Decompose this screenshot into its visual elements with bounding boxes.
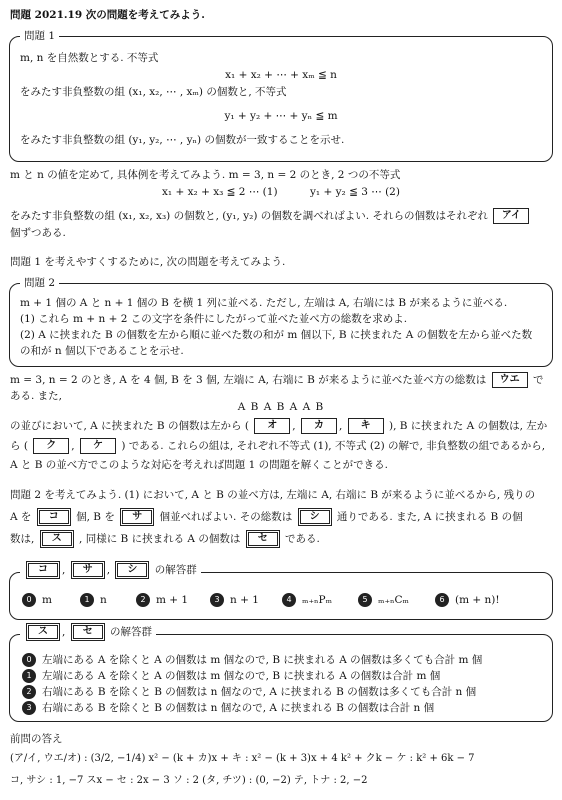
para3-line1 — [10, 372, 543, 388]
answer-group1 — [9, 564, 553, 620]
option-text: (m + n)! — [455, 594, 500, 606]
group1-option-5[interactable] — [358, 593, 409, 608]
group1-option-2[interactable] — [136, 593, 188, 608]
para3-line2: ある. また, — [10, 390, 63, 402]
option-number: 1 — [22, 669, 36, 683]
para1-eq-a: x₁ + x₂ + x₃ ≦ 2 ⋯ (1) — [162, 186, 278, 198]
para4-line3-b: , 同様に B に挟まれる A の個数は — [79, 533, 241, 545]
para3-line3-text: の並びにおいて, A に挟まれた B の個数は左から ( — [10, 420, 249, 432]
option-text: 左端にある A を除くと A の個数は m 個なので, B に挟まれる A の個数は多くても合計 m 個 — [42, 654, 483, 666]
problem1-line3: をみたす非負整数の組 (y₁, y₂, ⋯ , yₙ) の個数が一致することを示せ. — [20, 134, 345, 146]
problem2-box — [9, 277, 553, 367]
para3-line3: の並びにおいて, A に挟まれた B の個数は左から ( オ , カ , キ ), B に挟まれた A の個数は, 左か — [10, 420, 548, 432]
group1-shi — [115, 561, 149, 579]
problem1-line1: m, n を自然数とする. 不等式 — [20, 52, 159, 64]
option-number: 5 — [358, 593, 372, 607]
group1-option-4[interactable] — [282, 593, 332, 608]
blank-sa-label: サ — [122, 510, 152, 524]
problem1-box — [9, 30, 553, 162]
problem2-line1: m + 1 個の A と n + 1 個の B を横 1 列に並べる. ただし, 左端は A, 右端には B が来るように並べる. — [20, 297, 508, 309]
blank-shi-label: シ — [300, 510, 330, 524]
option-text: m + 1 — [156, 594, 189, 606]
para2: 問題 1 を考えやすくするために, 次の問題を考えてみよう. — [10, 256, 286, 268]
group2-option-1[interactable] — [22, 669, 440, 684]
group1-shi-label: シ — [117, 563, 147, 577]
blank-su[interactable] — [40, 530, 74, 548]
group2-su-label: ス — [28, 625, 58, 639]
para4-line3-a: 数は, — [10, 533, 35, 545]
group1-suffix: の解答群 — [154, 564, 197, 576]
blank-se[interactable] — [246, 530, 280, 548]
problem1-eq1: x₁ + x₂ + ⋯ + xₘ ≦ n — [225, 69, 337, 81]
group2-option-0[interactable] — [22, 653, 482, 668]
problem1-line2: をみたす非負整数の組 (x₁, x₂, ⋯ , xₘ) の個数と, 不等式 — [20, 86, 287, 98]
option-number: 6 — [435, 593, 449, 607]
para3-line5: A と B の並べ方でこのような対応を考えれば問題 1 の問題を解くことができる. — [10, 459, 389, 471]
para3-line4: ら ( ク , ケ ) である. これらの組は, それぞれ不等式 (1), 不等式 (2) の解で, 非負整数の組であるから, — [10, 440, 546, 452]
problem2-line3: (2) A に挟まれた B の個数を左から順に並べた数の和が m 個以下, B に挟まれた A の個数を左から並べた数 — [20, 329, 533, 341]
para4-line2-a: A を — [10, 511, 32, 523]
group2-su — [26, 623, 60, 641]
blank-su-label: ス — [42, 532, 72, 546]
option-number: 0 — [22, 653, 36, 667]
problem2-line4: の和が n 個以下であることを示せ. — [20, 345, 184, 357]
para4-line2-d: 通りである. また, A に挟まれる B の個 — [336, 511, 523, 523]
para3-line4-tail: ) である. これらの組は, それぞれ不等式 (1), 不等式 (2) の解で, 非負整数の組であるから, — [121, 440, 546, 452]
para1-line2 — [10, 208, 531, 224]
option-text: m — [42, 594, 52, 606]
blank-ka[interactable]: カ — [301, 418, 337, 434]
group2-suffix: の解答群 — [110, 626, 153, 638]
para3-line3-tail: ), B に挟まれた A の個数は, 左か — [388, 420, 548, 432]
problem2-line2: (1) これら m + n + 2 この文字を条件にしたがって並べた並べ方の総数を求めよ. — [20, 313, 408, 325]
option-text: n + 1 — [230, 594, 259, 606]
para1-line1: m と n の値を定めて, 具体例を考えてみよう. m = 3, n = 2 のとき, 2 つの不等式 — [10, 169, 401, 181]
group1-ko — [26, 561, 60, 579]
para4-line2-c: 個並べればよい. その総数は — [159, 511, 293, 523]
option-text: ₘ₊ₙPₘ — [302, 594, 333, 606]
problem1-tag: 問題 1 — [20, 29, 59, 44]
group1-option-1[interactable] — [80, 593, 107, 608]
blank-sa[interactable] — [120, 508, 154, 526]
group2-option-2[interactable] — [22, 685, 476, 700]
option-number: 2 — [136, 593, 150, 607]
para4-line3 — [10, 530, 320, 548]
group2-option-3[interactable] — [22, 701, 434, 716]
blank-ke[interactable]: ケ — [80, 438, 116, 454]
option-number: 3 — [22, 701, 36, 715]
option-number: 0 — [22, 593, 36, 607]
para4-line3-c: である. — [285, 533, 320, 545]
option-number: 3 — [210, 593, 224, 607]
sequence: A B A B A A B — [237, 401, 325, 413]
blank-o[interactable]: オ — [254, 418, 290, 434]
para3-line1-text: m = 3, n = 2 のとき, A を 4 個, B を 3 個, 左端に A, 右端に B が来るように並べた並べ方の総数は — [10, 374, 487, 386]
option-number: 4 — [282, 593, 296, 607]
blank-ki[interactable]: キ — [348, 418, 384, 434]
option-text: 左端にある A を除くと A の個数は m 個なので, B に挟まれる A の個数は合計 m 個 — [42, 670, 441, 682]
page-header: 問題 2021.19 次の問題を考えてみよう. — [10, 9, 205, 21]
prev-line2: コ, サシ : 1, −7 スx − セ : 2x − 3 ソ : 2 (タ, チツ) : (0, −2) テ, トナ : 2, −2 — [10, 775, 368, 786]
group2-se-label: セ — [73, 625, 103, 639]
blank-ai[interactable]: アイ — [493, 208, 529, 224]
answer-group2 — [9, 626, 553, 722]
group1-option-0[interactable] — [22, 593, 52, 608]
group1-sa-label: サ — [73, 563, 103, 577]
blank-se-label: セ — [248, 532, 278, 546]
prev-title: 前問の答え — [10, 733, 63, 745]
group1-ko-label: コ — [28, 563, 58, 577]
group1-option-6[interactable] — [435, 593, 500, 608]
para1-line3: 個ずつある. — [10, 227, 66, 239]
blank-ku[interactable]: ク — [33, 438, 69, 454]
blank-shi[interactable] — [298, 508, 332, 526]
group2-se — [71, 623, 105, 641]
group1-option-3[interactable] — [210, 593, 259, 608]
option-text: 右端にある B を除くと B の個数は n 個なので, A に挟まれる B の個数は合計 n 個 — [42, 702, 435, 714]
para3-line4-text: ら ( — [10, 440, 28, 452]
option-text: ₘ₊ₙCₘ — [378, 594, 409, 606]
option-number: 2 — [22, 685, 36, 699]
para1-eq-b: y₁ + y₂ ≦ 3 ⋯ (2) — [310, 186, 400, 198]
option-text: 右端にある B を除くと B の個数は n 個なので, A に挟まれる B の個数は多くても合計 n 個 — [42, 686, 477, 698]
para3-line1-tail: で — [532, 374, 544, 386]
blank-ue[interactable]: ウエ — [492, 372, 528, 388]
para1-line2-text: をみたす非負整数の組 (x₁, x₂, x₃) の個数と, (y₁, y₂) の個数を調べればよい. それらの個数はそれぞれ — [10, 210, 488, 222]
para4-line2-b: 個, B を — [76, 511, 115, 523]
para4-line1: 問題 2 を考えてみよう. (1) において, A と B の並べ方は, 左端に A, 右端に B が来るように並べるから, 残りの — [10, 489, 536, 501]
option-text: n — [100, 594, 107, 606]
blank-ko-label: コ — [39, 510, 69, 524]
group1-tag: コ , サ , シ の解答群 — [20, 561, 201, 579]
group1-sa — [71, 561, 105, 579]
option-number: 1 — [80, 593, 94, 607]
prev-line1: (ア/イ, ウエ/オ) : (3/2, −1/4) x² − (k + カ)x + キ : x² − (k + 3)x + 4 k² + クk − ケ : k² + 6k − 7 — [10, 753, 475, 764]
para4-line2 — [10, 508, 523, 526]
problem2-tag: 問題 2 — [20, 276, 59, 291]
blank-ko[interactable] — [37, 508, 71, 526]
group2-tag: ス , セ の解答群 — [20, 623, 156, 641]
problem1-eq2: y₁ + y₂ + ⋯ + yₙ ≦ m — [224, 110, 338, 122]
